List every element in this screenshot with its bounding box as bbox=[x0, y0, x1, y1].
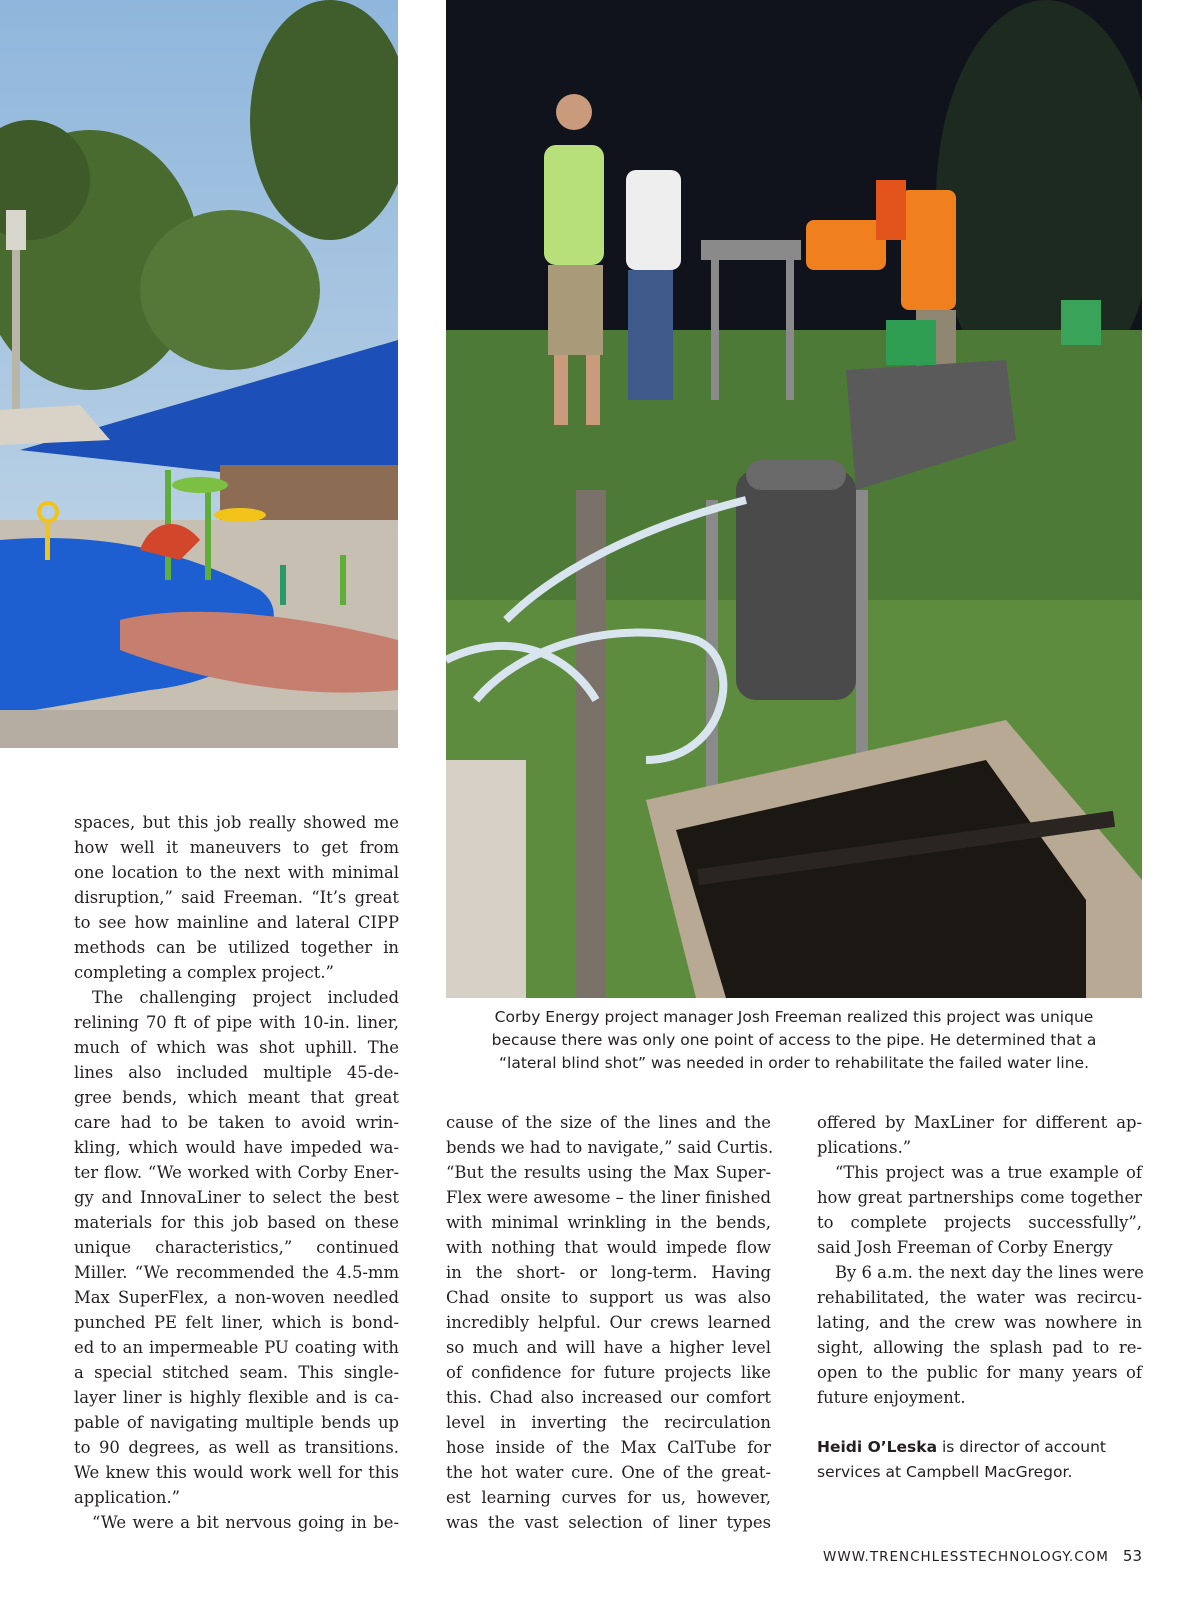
text-line: gree bends, which meant that great bbox=[74, 1088, 399, 1107]
text-line: pable of navigating multiple bends up bbox=[74, 1413, 399, 1432]
caption-line: Corby Energy project manager Josh Freeman realized this project was unique bbox=[494, 1008, 1094, 1026]
text-line: one location to the next with minimal bbox=[74, 863, 399, 882]
article-column-2 bbox=[446, 1110, 774, 1535]
text-line: a special stitched seam. This single- bbox=[74, 1363, 399, 1382]
text-line: Max SuperFlex, a non-woven needled bbox=[74, 1288, 399, 1307]
text-line: “We were a bit nervous going in be- bbox=[92, 1513, 399, 1532]
text-line: how great partnerships come together bbox=[817, 1188, 1142, 1207]
text-line: Miller. “We recommended the 4.5-mm bbox=[74, 1263, 399, 1282]
text-line: the hot water cure. One of the great- bbox=[446, 1463, 771, 1482]
page-footer bbox=[823, 1547, 1142, 1565]
photo-caption bbox=[446, 1006, 1142, 1075]
text-line: Flex were awesome – the liner finished bbox=[446, 1188, 771, 1207]
night-worksite-photo bbox=[446, 0, 1142, 998]
text-line: hose inside of the Max CalTube for bbox=[446, 1438, 771, 1457]
text-line: bends we had to navigate,” said Curtis. bbox=[446, 1138, 774, 1157]
caption-line: “lateral blind shot” was needed in order to rehabilitate the failed water line. bbox=[498, 1054, 1089, 1072]
text-line: level in inverting the recirculation bbox=[446, 1413, 771, 1432]
text-line: relining 70 ft of pipe with 10-in. liner, bbox=[74, 1013, 399, 1032]
text-line: rehabilitated, the water was recircu- bbox=[817, 1288, 1142, 1307]
text-line: ed to an impermeable PU coating with bbox=[74, 1338, 399, 1357]
text-line: of confidence for future projects like bbox=[446, 1363, 771, 1382]
text-line: layer liner is highly flexible and is ca- bbox=[74, 1388, 399, 1407]
text-line: punched PE felt liner, which is bond- bbox=[74, 1313, 399, 1332]
text-line: care had to be taken to avoid wrin- bbox=[74, 1113, 399, 1132]
article-column-3 bbox=[817, 1110, 1142, 1485]
text-line: was the vast selection of liner types bbox=[446, 1513, 771, 1532]
bio-text: is director of account bbox=[937, 1438, 1107, 1456]
text-line: said Josh Freeman of Corby Energy bbox=[817, 1238, 1113, 1257]
bio-line bbox=[817, 1435, 1142, 1460]
text-line: spaces, but this job really showed me bbox=[74, 813, 399, 832]
author-bio bbox=[817, 1435, 1142, 1485]
author-name: Heidi O’Leska bbox=[817, 1438, 938, 1456]
text-line: lating, and the crew was nowhere in bbox=[817, 1313, 1142, 1332]
article-column-1 bbox=[74, 810, 399, 1535]
text-line: Chad onsite to support us was also bbox=[446, 1288, 771, 1307]
text-line: this. Chad also increased our comfort bbox=[446, 1388, 771, 1407]
text-line: to see how mainline and lateral CIPP bbox=[74, 913, 399, 932]
caption-line: because there was only one point of access to the pipe. He determined that a bbox=[491, 1031, 1097, 1049]
text-line: future enjoyment. bbox=[817, 1388, 966, 1407]
text-line: gy and InnovaLiner to select the best bbox=[74, 1188, 399, 1207]
text-line: with minimal wrinkling in the bends, bbox=[446, 1213, 771, 1232]
text-line: so much and will have a higher level bbox=[446, 1338, 771, 1357]
website-url: WWW.TRENCHLESSTECHNOLOGY.COM bbox=[823, 1549, 1109, 1565]
text-line: sight, allowing the splash pad to re- bbox=[817, 1338, 1142, 1357]
text-line: in the short- or long-term. Having bbox=[446, 1263, 771, 1282]
text-line: disruption,” said Freeman. “It’s great bbox=[74, 888, 399, 907]
text-line: est learning curves for us, however, bbox=[446, 1488, 771, 1507]
text-line: lines also included multiple 45-de- bbox=[74, 1063, 399, 1082]
bio-line: services at Campbell MacGregor. bbox=[817, 1463, 1073, 1481]
text-line: unique characteristics,” continued bbox=[74, 1238, 399, 1257]
text-line: plications.” bbox=[817, 1138, 912, 1157]
text-line: to 90 degrees, as well as transitions. bbox=[74, 1438, 399, 1457]
text-line: cause of the size of the lines and the bbox=[446, 1113, 771, 1132]
text-line: open to the public for many years of bbox=[817, 1363, 1142, 1382]
text-line: to complete projects successfully”, bbox=[817, 1213, 1142, 1232]
text-line: how well it maneuvers to get from bbox=[74, 838, 399, 857]
text-line: with nothing that would impede flow bbox=[446, 1238, 771, 1257]
text-line: We knew this would work well for this bbox=[74, 1463, 399, 1482]
text-line: incredibly helpful. Our crews learned bbox=[446, 1313, 771, 1332]
text-line: ter flow. “We worked with Corby Ener- bbox=[74, 1163, 399, 1182]
text-line: “But the results using the Max Super- bbox=[446, 1163, 771, 1182]
page-number: 53 bbox=[1122, 1547, 1142, 1565]
text-line: “This project was a true example of bbox=[835, 1163, 1142, 1182]
splash-pad-photo bbox=[0, 0, 398, 748]
text-line: kling, which would have impeded wa- bbox=[74, 1138, 399, 1157]
text-line: application.” bbox=[74, 1488, 181, 1507]
text-line: materials for this job based on these bbox=[74, 1213, 399, 1232]
text-line: The challenging project included bbox=[92, 988, 399, 1007]
text-line: much of which was shot uphill. The bbox=[74, 1038, 399, 1057]
text-line: By 6 a.m. the next day the lines were bbox=[835, 1263, 1144, 1282]
text-line: offered by MaxLiner for different ap- bbox=[817, 1113, 1142, 1132]
text-line: completing a complex project.” bbox=[74, 963, 334, 982]
text-line: methods can be utilized together in bbox=[74, 938, 399, 957]
